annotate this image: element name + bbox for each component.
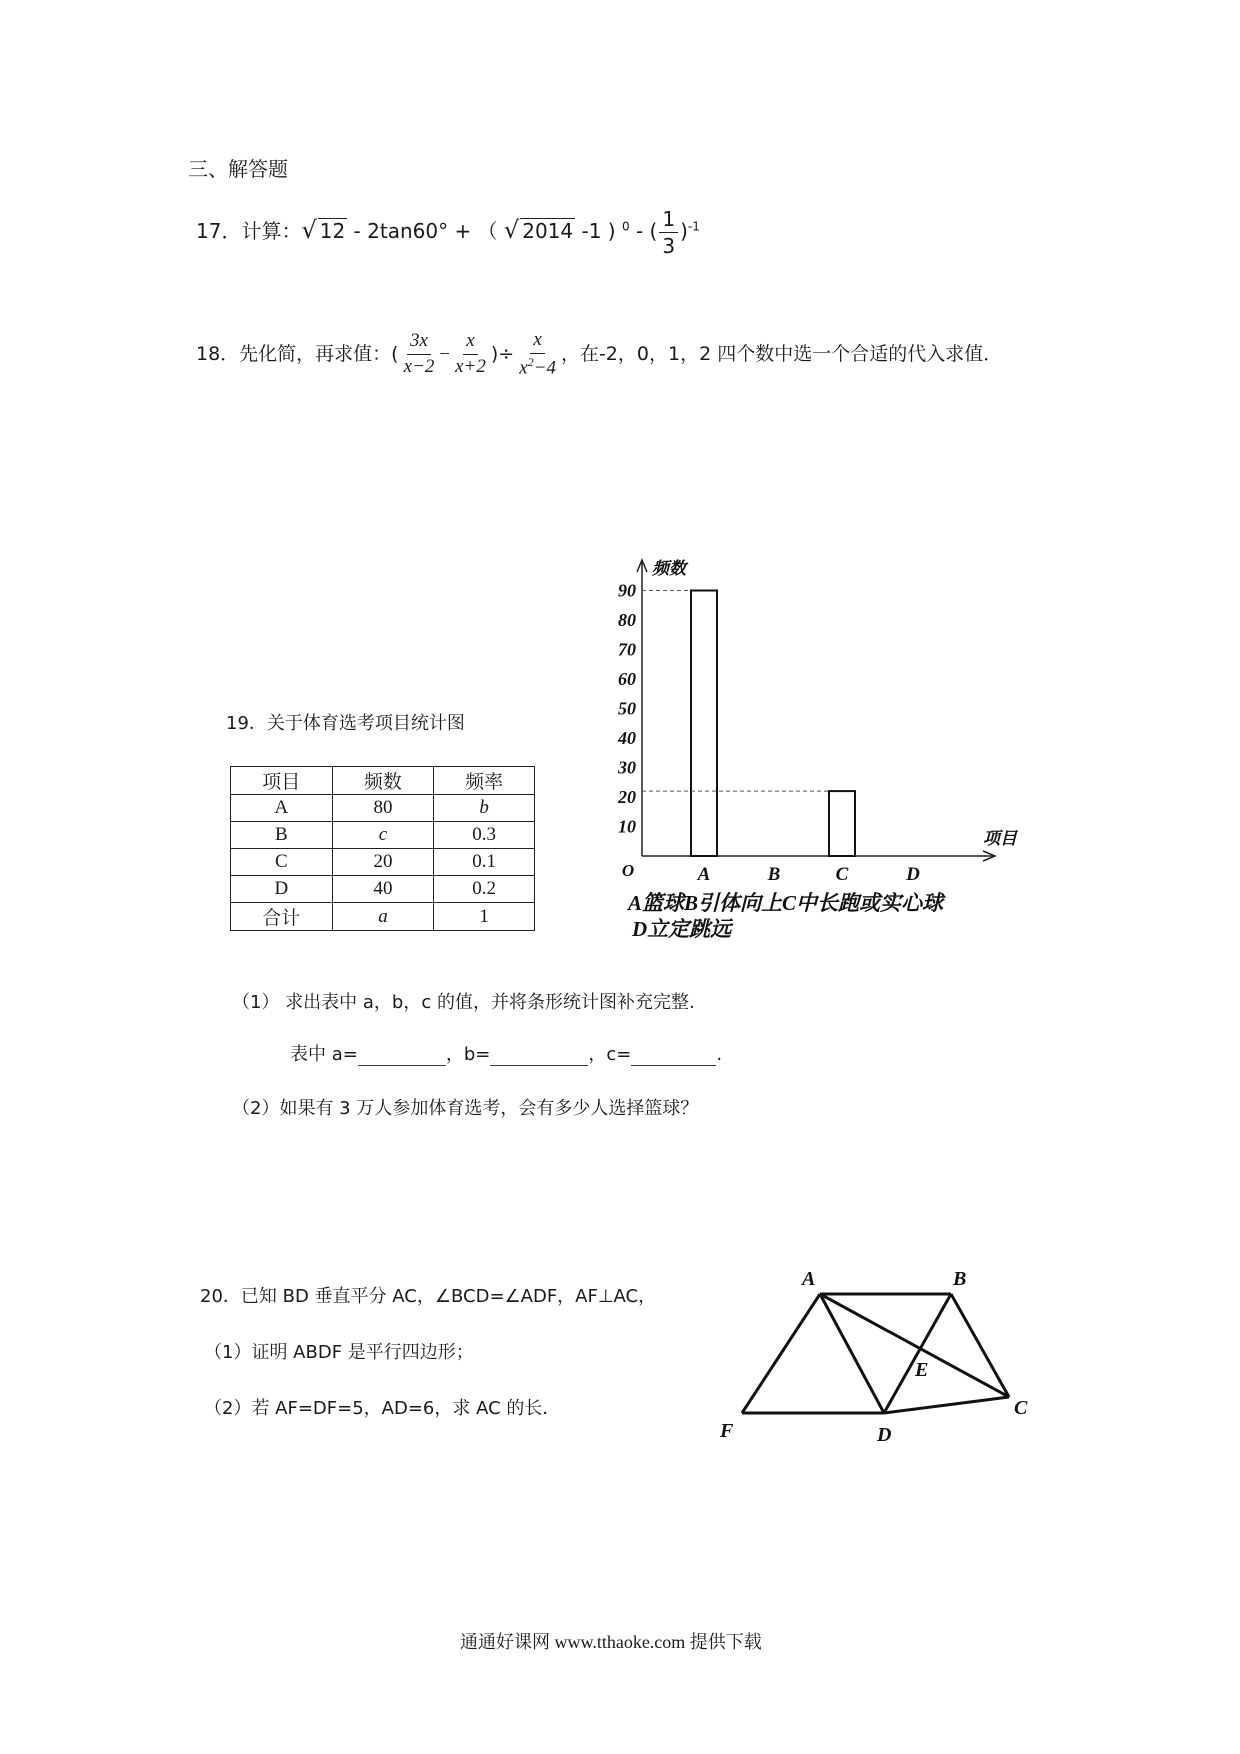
table-row [231, 849, 535, 876]
q18-fraction-2 [452, 331, 489, 378]
q18-fraction-1 [401, 331, 438, 378]
q18-prefix: 18．先化简，再求值：( [196, 343, 399, 366]
y-tick-label: 90 [618, 580, 636, 601]
table-header-row [231, 767, 535, 795]
table-cell: 1 [434, 903, 535, 931]
geometry-figure [710, 1265, 1050, 1455]
y-tick-label: 30 [618, 757, 636, 778]
q20-line2: （1）证明 ABDF 是平行四边形； [204, 1342, 474, 1363]
table-cell: C [231, 849, 333, 876]
q18-f2-den: x+2 [455, 356, 486, 378]
q18-divide: )÷ [490, 343, 515, 366]
fill-c-blank[interactable] [631, 1065, 716, 1066]
table-row [231, 876, 535, 903]
table-cell: 20 [332, 849, 434, 876]
table-cell: c [332, 822, 434, 849]
y-tick-label: 10 [618, 816, 636, 837]
fill-end: . [716, 1044, 723, 1065]
bar-chart [600, 550, 1040, 950]
y-tick-label: 40 [618, 728, 636, 748]
segment-bd [884, 1294, 951, 1413]
x-tick-label: A [697, 864, 711, 885]
segment-cd [884, 1397, 1009, 1413]
table-cell: 0.3 [434, 822, 535, 849]
q17-frac-num: 1 [659, 208, 678, 233]
point-label-d: D [877, 1424, 892, 1446]
q17-part4: - ( [629, 219, 658, 243]
footer-text: 通通好课网 www.tthaoke.com 提供下载 [460, 1632, 762, 1652]
sqrt-symbol-2: √ [503, 216, 520, 244]
section-title: 三、解答题 [188, 157, 288, 181]
sqrt-symbol-1: √ [301, 216, 317, 244]
q17-prefix: 17．计算： [196, 219, 302, 243]
table-row [231, 903, 535, 931]
y-tick-label: 20 [618, 787, 636, 807]
q20-line3: （2）若 AF=DF=5，AD=6，求 AC 的长． [204, 1398, 561, 1419]
q18-f3-den [516, 354, 559, 379]
x-tick-label: B [767, 864, 781, 885]
table-cell: B [231, 822, 333, 849]
question-18 [196, 330, 1002, 379]
chart-legend-line1: A篮球B引体向上C中长跑或实心球 [628, 891, 944, 915]
fill-a-blank[interactable] [358, 1065, 446, 1066]
q18-f3-num: x [530, 330, 544, 354]
table-cell: D [231, 876, 333, 903]
q17-exponent-0: 0 [621, 219, 630, 234]
y-tick-label: 50 [618, 698, 636, 719]
y-tick-label: 60 [618, 669, 636, 689]
table-row [231, 795, 535, 822]
x-tick-label: D [906, 864, 920, 885]
q18-minus: − [439, 344, 451, 366]
q18-f1-den: x−2 [403, 356, 435, 378]
q17-part5: ) [680, 219, 688, 243]
q20-line1: 20．已知 BD 垂直平分 AC，∠BCD=∠ADF，AF⊥AC， [200, 1286, 657, 1307]
q17-fraction [659, 208, 678, 257]
table-cell: 0.1 [434, 849, 535, 876]
x-axis-label: 项目 [983, 829, 1017, 848]
table-header-cell: 频数 [332, 767, 434, 795]
table-cell: 合计 [231, 903, 333, 931]
bar [691, 591, 717, 857]
table-cell: b [434, 795, 535, 822]
q17-radicand-2: 2014 [522, 219, 574, 243]
point-label-b: B [953, 1268, 967, 1290]
q17-part2: - 2tan60° + （ [347, 219, 504, 243]
table-cell: 80 [332, 795, 434, 822]
table-cell: 40 [332, 876, 434, 903]
stats-table [230, 766, 535, 931]
origin-label: O [621, 861, 635, 880]
q19-fill-line [290, 1040, 722, 1066]
q18-f1-num: 3x [407, 331, 431, 355]
q18-suffix: ，在-2，0，1，2 四个数中选一个合适的代入求值． [560, 343, 1003, 366]
segment-fa [742, 1294, 820, 1413]
bar [829, 791, 855, 856]
q18-fraction-3 [516, 330, 559, 379]
q18-f3-den-rest: −4 [533, 357, 556, 379]
point-label-e: E [915, 1359, 929, 1381]
table-header-cell: 频率 [434, 767, 535, 795]
table-cell: 0.2 [434, 876, 535, 903]
q19-part1: （1） 求出表中 a，b，c 的值，并将条形统计图补充完整. [232, 992, 695, 1013]
y-tick-label: 80 [618, 610, 636, 630]
y-tick-label: 70 [618, 639, 636, 660]
table-row [231, 822, 535, 849]
q17-part3: -1 ) [575, 219, 622, 243]
question-17 [196, 208, 700, 257]
fill-b-label: ，b= [445, 1044, 491, 1065]
table-header-cell: 项目 [231, 767, 333, 795]
point-label-c: C [1014, 1397, 1028, 1419]
fill-a-label: 表中 a= [290, 1044, 358, 1065]
fill-b-blank[interactable] [490, 1065, 588, 1066]
q19-part2: （2）如果有 3 万人参加体育选考，会有多少人选择篮球？ [232, 1098, 699, 1119]
fill-c-label: ，c= [588, 1044, 632, 1065]
table-cell: a [332, 903, 434, 931]
table-cell: A [231, 795, 333, 822]
q18-f2-num: x [463, 331, 477, 355]
q18-f3-den-exp: 2 [527, 354, 534, 369]
point-label-f: F [720, 1420, 734, 1442]
q18-f3-den-base: x [519, 357, 528, 379]
point-label-a: A [802, 1268, 816, 1290]
q17-exponent-neg1: -1 [687, 219, 700, 234]
q17-frac-den: 3 [662, 234, 676, 258]
x-tick-label: C [835, 864, 849, 885]
q17-radicand-1: 12 [319, 219, 346, 243]
y-axis-label: 频数 [652, 559, 686, 578]
chart-legend-line2: D立定跳远 [632, 917, 732, 941]
question-19-title: 19．关于体育选考项目统计图 [226, 713, 465, 734]
